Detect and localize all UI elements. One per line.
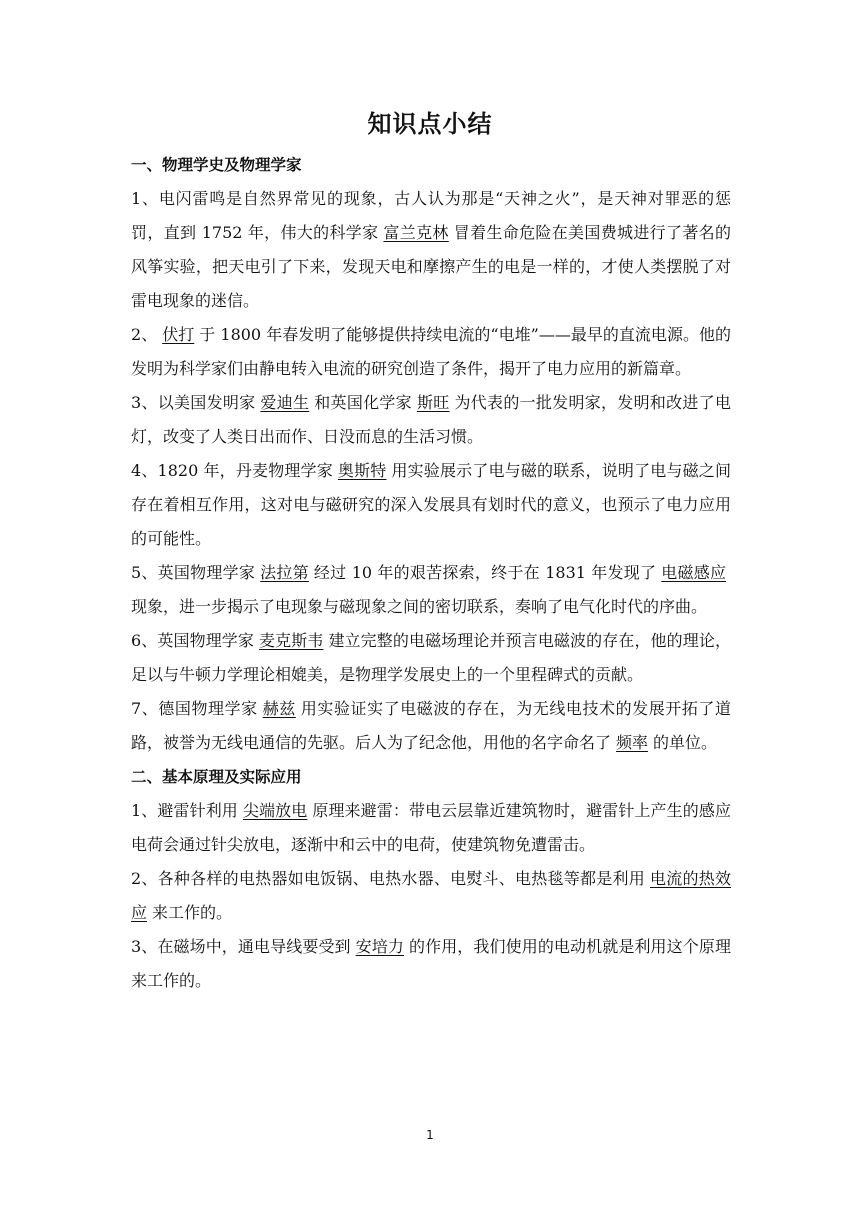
- text-segment: 用实验证实了电磁波的存在，为无线电技术的发展开拓了道路，被誉为无线电通信的先驱。后人为了纪念他，用他的名字命名了: [131, 699, 731, 752]
- blank-answer: 斯旺: [416, 393, 450, 412]
- text-segment: 3、以美国发明家: [131, 393, 256, 412]
- text-segment: 1、电闪雷鸣是自然界常见的现象，古人认为那是“天神之火”，是天神对罪恶的惩罚，直到 1752 年，伟大的科学家: [131, 189, 731, 242]
- text-segment: 6、英国物理学家: [131, 631, 255, 650]
- paragraph-3: [131, 386, 731, 454]
- blank-answer: 电磁感应: [661, 563, 726, 582]
- text-segment: 建立完整的电磁场理论并预言电磁波的存在，他的理论，足以与牛顿力学理论相媲美，是物理学发展史上的一个里程碑式的贡献。: [131, 631, 731, 684]
- paragraph-7: [131, 692, 731, 760]
- text-segment: 现象，进一步揭示了电现象与磁现象之间的密切联系，奏响了电气化时代的序曲。: [131, 597, 708, 616]
- text-segment: 的单位。: [653, 733, 718, 752]
- text-segment: 5、英国物理学家: [131, 563, 256, 582]
- paragraph-10: [131, 930, 731, 998]
- blank-answer: 安培力: [355, 937, 404, 956]
- paragraph-1: [131, 182, 731, 318]
- text-segment: 经过 10 年的艰苦探索，终于在 1831 年发现了: [313, 563, 657, 582]
- text-segment: 4、1820 年，丹麦物理学家: [131, 461, 333, 480]
- text-segment: 用实验展示了电与磁的联系，说明了电与磁之间存在着相互作用，这对电与磁研究的深入发展具有划时代的意义，也预示了电力应用的可能性。: [131, 461, 731, 548]
- page-number: 1: [426, 1128, 434, 1142]
- text-segment: 于 1800 年春发明了能够提供持续电流的“电堆”——最早的直流电源。他的发明为科学家们由静电转入电流的研究创造了条件，揭开了电力应用的新篇章。: [131, 325, 731, 378]
- paragraph-2: [131, 318, 731, 386]
- blank-answer: 爱迪生: [260, 393, 310, 412]
- paragraph-9: [131, 862, 731, 930]
- blank-answer: 赫兹: [262, 699, 296, 718]
- text-segment: 为代表的一批发明家，发明和改进了电灯，改变了人类日出而作、日没而息的生活习惯。: [131, 393, 731, 446]
- text-segment: 的作用，我们使用的电动机就是利用这个原理来工作的。: [131, 937, 731, 990]
- text-segment: 3、在磁场中，通电导线要受到: [131, 937, 351, 956]
- text-segment: 2、各种各样的电热器如电饭锅、电热水器、电熨斗、电热毯等都是利用: [131, 869, 645, 888]
- document-body: [131, 148, 731, 998]
- text-segment: 7、德国物理学家: [131, 699, 258, 718]
- blank-answer: 尖端放电: [242, 801, 308, 820]
- blank-answer: 频率: [616, 733, 649, 752]
- section-heading-applications: 二、基本原理及实际应用: [131, 768, 302, 786]
- text-segment: 来工作的。: [152, 903, 233, 922]
- section-heading-history: 一、物理学史及物理学家: [131, 156, 302, 174]
- blank-answer: 奥斯特: [337, 461, 387, 480]
- paragraph-6: [131, 624, 731, 692]
- paragraph-4: [131, 454, 731, 556]
- blank-answer: 伏打: [162, 325, 195, 344]
- blank-answer: 电流的热效应: [131, 869, 731, 922]
- paragraph-5: [131, 556, 731, 624]
- text-segment: 冒着生命危险在美国费城进行了著名的风筝实验，把天电引了下来，发现天电和摩擦产生的电是一样的，才使人类摆脱了对雷电现象的迷信。: [131, 223, 731, 310]
- text-segment: 2、: [131, 325, 158, 344]
- paragraph-8: [131, 794, 731, 862]
- blank-answer: 麦克斯韦: [259, 631, 324, 650]
- blank-answer: 法拉第: [260, 563, 309, 582]
- page-title: 知识点小结: [367, 110, 493, 138]
- text-segment: 1、避雷针利用: [131, 801, 238, 820]
- text-segment: 原理来避雷：带电云层靠近建筑物时，避雷针上产生的感应电荷会通过针尖放电，逐渐中和云中的电荷，使建筑物免遭雷击。: [131, 801, 731, 854]
- text-segment: 和英国化学家: [314, 393, 412, 412]
- blank-answer: 富兰克林: [383, 223, 449, 242]
